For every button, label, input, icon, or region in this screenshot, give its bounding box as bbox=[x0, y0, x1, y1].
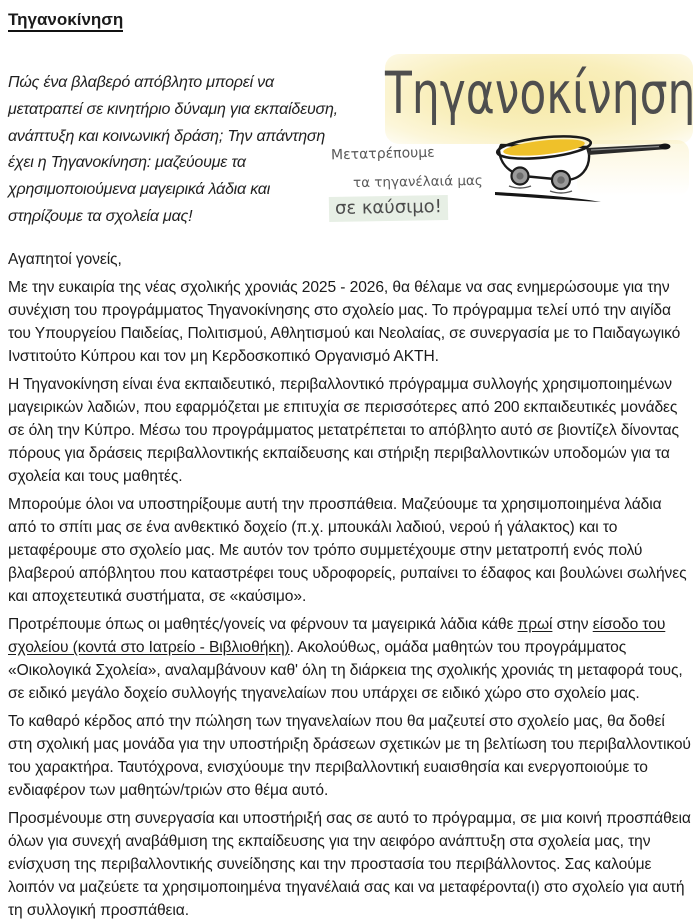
underlined-morning: πρωί bbox=[517, 616, 553, 633]
p4-text-1: Προτρέπουμε όπως οι μαθητές/γονείς να φέρνουν τα μαγειρικά λάδια κάθε bbox=[8, 616, 518, 633]
p4-text-3: . Ακολούθως, ομάδα μαθητών του προγράμματος «Οικολογικά Σχολεία», αναλαμβάνουν καθ' όλη τη διάρκεια της σχολικής χρονιάς τη μεταφορά τους, σε ειδικό μεγάλο δοχείο συλλογής τηγανελαίων που υπάρχει σε ειδικό χώρο στο σχολείο μας. bbox=[8, 639, 683, 702]
pan-handle-tip bbox=[660, 144, 671, 150]
tiganokinisi-logo bbox=[327, 54, 696, 238]
road-swoosh bbox=[495, 192, 601, 202]
paragraph-proceeds: Το καθαρό κέρδος από την πώληση των τηγανελαίων που θα μαζευτεί στο σχολείο μας, θα δοθεί στη σχολική μας μονάδα για την υποστήριξη δράσεων σχετικών με τη βελτίωση του περιβαλλοντικού του χαρακτήρα. Ταυτόχρονα, ενισχύουμε την περιβαλλοντική ευαισθησία και ενεργοποιούμε το ενδιαφέρον των μαθητών/τριών στο θέμα αυτό. bbox=[8, 713, 691, 799]
wheel-right-hub bbox=[557, 176, 565, 184]
underlined-school-entrance: είσοδο του σχολείου (κοντά στο Ιατρείο - Βιβλιοθήκη) bbox=[8, 616, 666, 656]
paragraph-dropoff-instructions bbox=[8, 613, 692, 705]
paragraph-closing: Προσμένουμε στη συνεργασία και υποστήριξή σας σε αυτό το πρόγραμμα, σε μια κοινή προσπάθεια όλων για συνεχή αναβάθμιση της εκπαίδευσης για την αειφόρο ανάπτυξη στα σχολεία μας, την ενίσχυση της περιβαλλοντικής συνείδησης και την προστασία του περιβάλλοντος. Σας καλούμε λοιπόν να μαζεύετε τα χρησιμοποιημένα τηγανέλαιά σας και να μεταφέροντα(ι) στο σχολείο για αυτή τη συλλογική προσπάθεια. bbox=[8, 810, 691, 919]
paragraph-how-to-support: Μπορούμε όλοι να υποστηρίξουμε αυτή την προσπάθεια. Μαζεύουμε τα χρησιμοποιημένα λάδια από το σπίτι μας σε ένα ανθεκτικό δοχείο (π.χ. μπουκάλι λαδιού, νερού ή γάλακτος) και το μεταφέρουμε στο σχολείο μας. Με αυτόν τον τρόπο συμμετέχουμε στην μετατροπή ενός πολύ βλαβερού απόβλητου που καταστρέφει τους υδροφορείς, ρυπαίνει το έδαφος και βουλώνει σωλήνες και αποχετευτικά συστήματα, σε «καύσιμο». bbox=[8, 496, 687, 605]
wheel-left-motion-line bbox=[509, 186, 531, 188]
wheel-left-hub bbox=[516, 172, 523, 179]
logo-tagline-line1: Μετατρέπουμε bbox=[330, 144, 435, 164]
logo-wordmark: Τηγανοκίνηση bbox=[385, 60, 696, 128]
letter-body bbox=[8, 248, 692, 922]
p4-text-2: στην bbox=[552, 616, 593, 633]
wheel-right-motion-line bbox=[550, 191, 572, 193]
intro-paragraph: Πώς ένα βλαβερό απόβλητο μπορεί να μετατραπεί σε κινητήριο δύναμη για εκπαίδευση, ανάπτυξη και κοινωνική δράση; Την απάντηση έχει η Τηγανοκίνηση: μαζεύουμε τα χρησιμοποιούμενα μαγειρικά λάδια και στηρίζουμε τα σχολεία μας! bbox=[8, 74, 338, 225]
paragraph-program-continuation: Με την ευκαιρία της νέας σχολικής χρονιάς 2025 - 2026, θα θέλαμε να σας ενημερώσουμε για την συνέχιση του προγράμματος Τηγανοκίνησης στο σχολείο μας. Το πρόγραμμα τελεί υπό την αιγίδα του Υπουργείου Παιδείας, Πολιτισμού, Αθλητισμού και Νεολαίας, σε συνεργασία με το Παιδαγωγικό Ινστιτούτο Κύπρου και τον μη Κερδοσκοπικό Οργανισμό ΑΚΤΗ. bbox=[8, 279, 681, 365]
logo-tagline-line3: σε καύσιμο! bbox=[329, 195, 448, 222]
page-title-text: Τηγανοκίνηση bbox=[8, 10, 123, 32]
logo-tagline-line2: τα τηγανέλαιά μας bbox=[352, 172, 483, 192]
salutation: Αγαπητοί γονείς, bbox=[8, 251, 122, 268]
paragraph-program-description: Η Τηγανοκίνηση είναι ένα εκπαιδευτικό, περιβαλλοντικό πρόγραμμα συλλογής χρησιμοποιημένων μαγειρικών λαδιών, που εφαρμόζεται με επιτυχία σε περισσότερες από 200 εκπαιδευτικές μονάδες σε όλη την Κύπρο. Μέσω του προγράμματος μετατρέπεται το απόβλητο αυτό σε βιοντίζελ δίνοντας πόρους για δράσεις περιβαλλοντικής εκπαίδευσης και στήριξη περιβαλλοντικών υποδομών για τα σχολεία και τους μαθητές. bbox=[8, 376, 679, 485]
frying-pan-cart-icon bbox=[487, 134, 675, 206]
page-title bbox=[8, 10, 692, 30]
header-section bbox=[8, 30, 696, 238]
